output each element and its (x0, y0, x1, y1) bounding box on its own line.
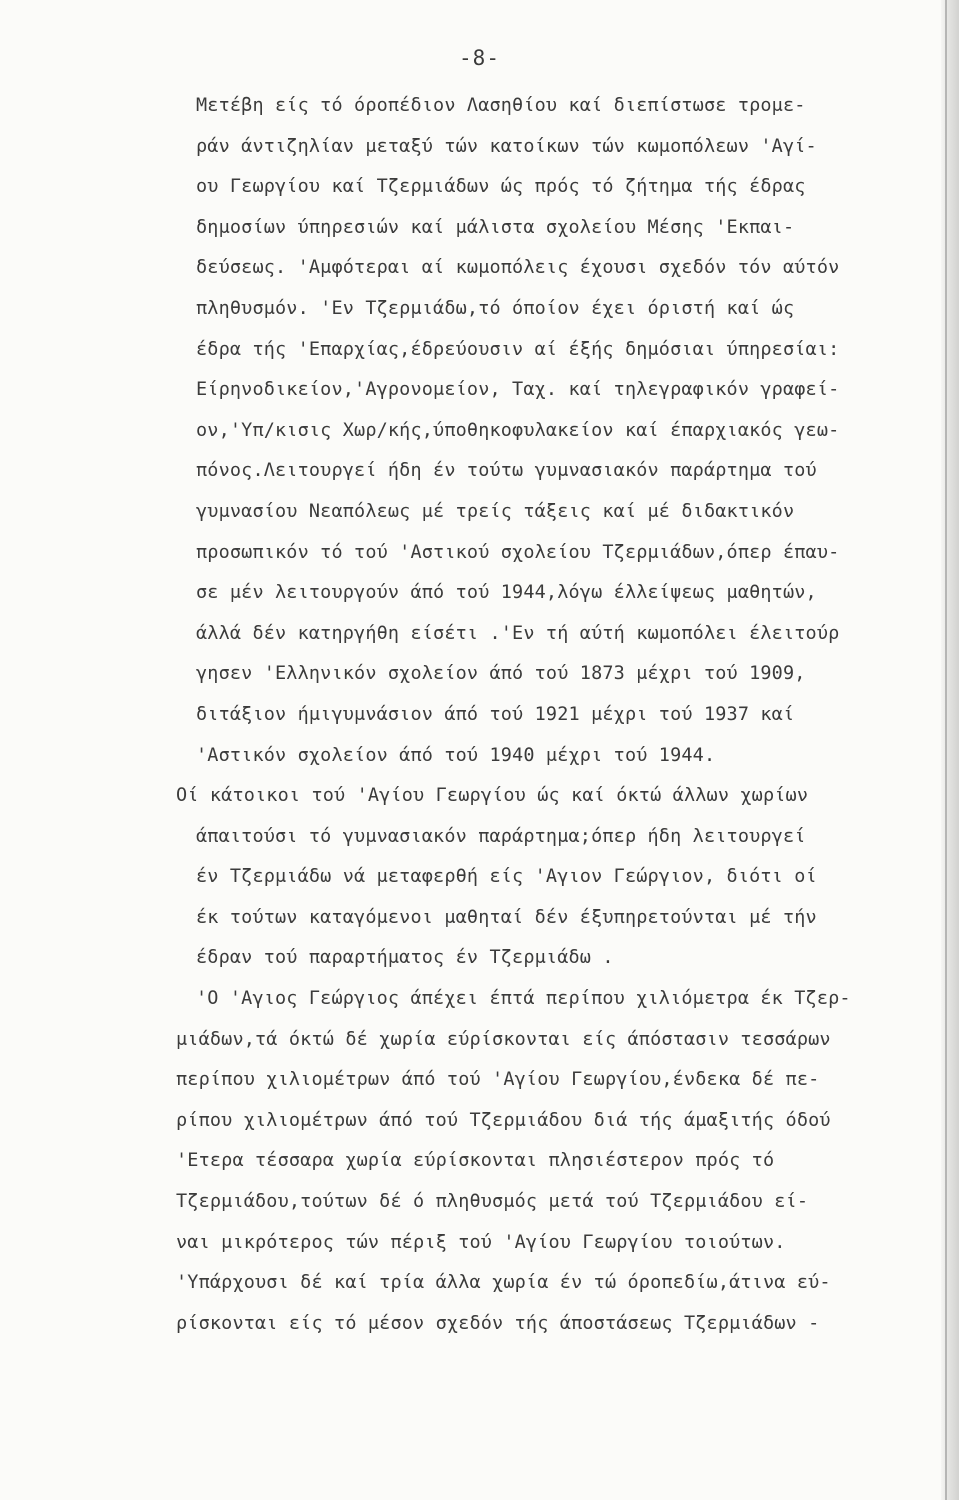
text-line: 'Ο 'Αγιος Γεώργιος άπέχει έπτά περίπου χιλιόμετρα έκ Τζερ- (196, 988, 851, 1010)
text-line: Μετέβη είς τό όροπέδιον Λασηθίου καί διεπίστωσε τρομε- (196, 95, 806, 116)
text-line: ρίπου χιλιομέτρων άπό τού Τζερμιάδου διά τής άμαξιτής όδού (176, 1109, 831, 1131)
text-line: ον,'Υπ/κισις Χωρ/κής,ύποθηκοφυλακείον καί έπαρχιακός γεω- (196, 419, 840, 441)
page-number: -8- (459, 46, 500, 70)
text-line: περίπου χιλιομέτρων άπό τού 'Αγίου Γεωργίου,ένδεκα δέ πε- (176, 1069, 820, 1091)
text-line: σε μέν λειτουργούν άπό τού 1944,λόγω έλλείψεως μαθητών, (196, 582, 817, 604)
text-line: έκ τούτων καταγόμενοι μαθηταί δέν έξυπηρετούνται μέ τήν (196, 906, 817, 928)
text-line: άλλά δέν κατηργήθη είσέτι .'Εν τή αύτή κωμοπόλει έλειτούρ (196, 622, 840, 644)
text-line: ρίσκονται είς τό μέσον σχεδόν τής άποστάσεως Τζερμιάδων - (176, 1312, 820, 1334)
text-line: Τζερμιάδου,τούτων δέ ό πληθυσμός μετά τού Τζερμιάδου εί- (176, 1191, 809, 1213)
text-line: μιάδων,τά όκτώ δέ χωρία εύρίσκονται είς άπόστασιν τεσσάρων (176, 1028, 831, 1050)
text-line: δημοσίων ύπηρεσιών καί μάλιστα σχολείου Μέσης 'Εκπαι- (196, 216, 795, 238)
text-line: 'Υπάρχουσι δέ καί τρία άλλα χωρία έν τώ όροπεδίω,άτινα εύ- (176, 1272, 831, 1294)
text-line: πληθυσμόν. 'Εν Τζερμιάδω,τό όποίον έχει όριστή καί ώς (196, 297, 795, 319)
text-line: διτάξιον ήμιγυμνάσιον άπό τού 1921 μέχρι τού 1937 καί (196, 703, 795, 725)
text-line: έν Τζερμιάδω νά μεταφερθή είς 'Αγιον Γεώργιον, διότι οί (196, 866, 817, 888)
text-line: Οί κάτοικοι τού 'Αγίου Γεωργίου ώς καί όκτώ άλλων χωρίων (176, 785, 809, 807)
text-line: γυμνασίου Νεαπόλεως μέ τρείς τάξεις καί μέ διδακτικόν (196, 500, 795, 522)
text-line: ναι μικρότερος τών πέριξ τού 'Αγίου Γεωργίου τοιούτων. (176, 1231, 786, 1253)
text-line: ου Γεωργίου καί Τζερμιάδων ώς πρός τό ζήτημα τής έδρας (196, 176, 806, 198)
text-line: γησεν 'Ελληνικόν σχολείον άπό τού 1873 μέχρι τού 1909, (196, 663, 806, 685)
text-line: ράν άντιζηλίαν μεταξύ τών κατοίκων τών κωμοπόλεων 'Αγί- (196, 135, 817, 157)
text-line: δεύσεως. 'Αμφότεραι αί κωμοπόλεις έχουσι σχεδόν τόν αύτόν (196, 257, 840, 279)
text-line: 'Ετερα τέσσαρα χωρία εύρίσκονται πλησιέστερον πρός τό (176, 1150, 775, 1172)
text-line: έδραν τού παραρτήματος έν Τζερμιάδω . (196, 947, 614, 969)
text-line: πόνος.Λειτουργεί ήδη έν τούτω γυμνασιακόν παράρτημα τού (196, 460, 817, 482)
text-line: έδρα τής 'Επαρχίας,έδρεύουσιν αί έξής δημόσιαι ύπηρεσίαι: (196, 338, 840, 360)
text-line: Είρηνοδικείον,'Αγρονομείον, Ταχ. καί τηλεγραφικόν γραφεί- (196, 379, 840, 401)
typed-text-body (176, 86, 956, 1344)
text-line: 'Αστικόν σχολείον άπό τού 1940 μέχρι τού 1944. (196, 744, 716, 766)
text-line: προσωπικόν τό τού 'Αστικού σχολείου Τζερμιάδων,όπερ έπαυ- (196, 541, 840, 563)
text-line: άπαιτούσι τό γυμνασιακόν παράρτημα;όπερ ήδη λειτουργεί (196, 825, 806, 847)
